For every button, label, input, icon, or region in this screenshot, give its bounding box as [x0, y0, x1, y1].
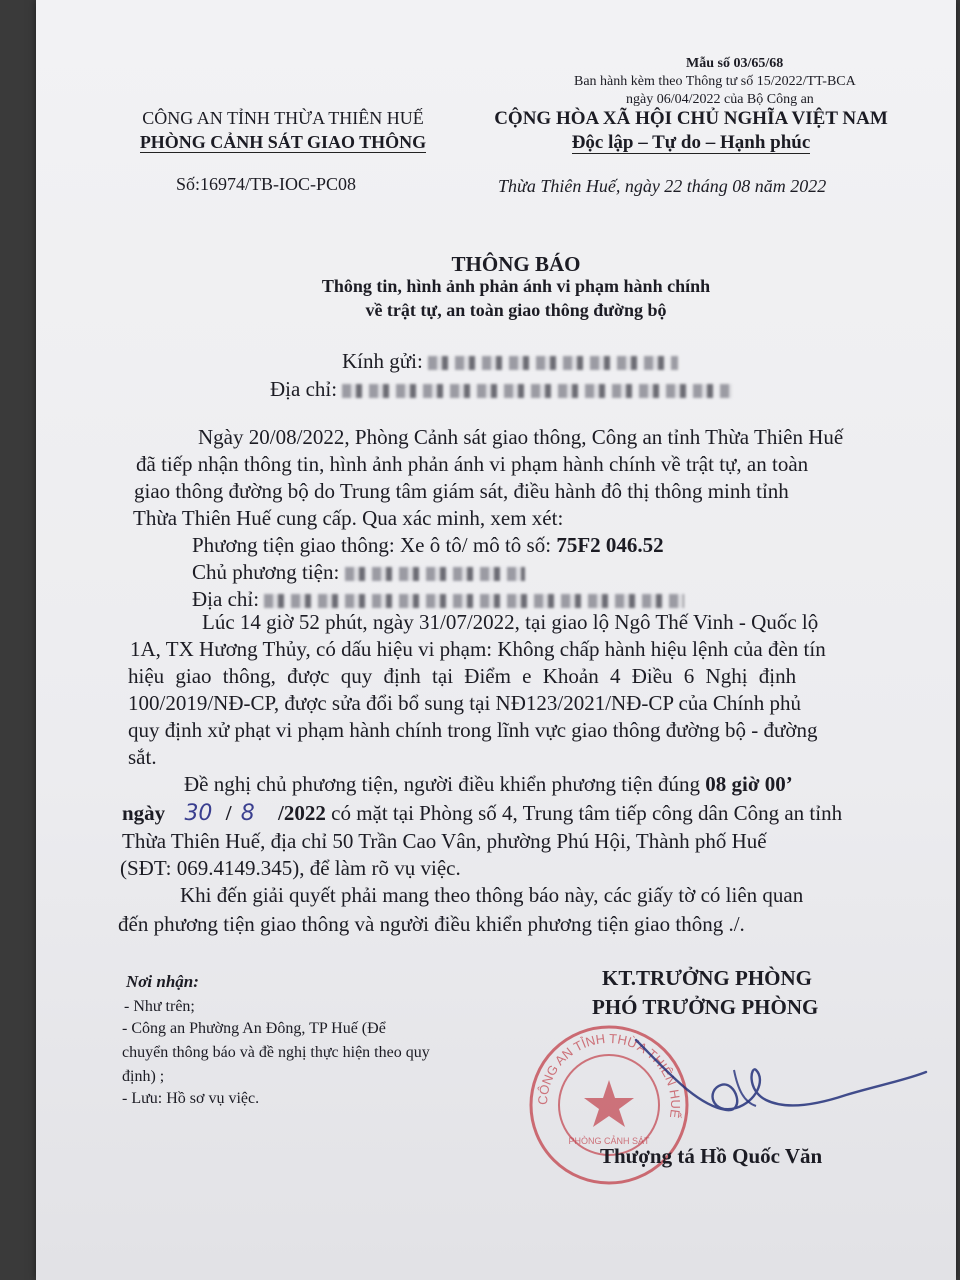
p2-line1: Lúc 14 giờ 52 phút, ngày 31/07/2022, tại giao lộ Ngô Thế Vinh - Quốc lộ	[202, 610, 819, 634]
appointment-day-label: ngày	[122, 801, 166, 825]
motto-text: Độc lập – Tự do – Hạnh phúc	[571, 132, 811, 153]
appointment-year: /2022	[278, 801, 326, 825]
document-page	[36, 0, 956, 1280]
appointment-day: 30	[184, 801, 213, 826]
p2-line4: 100/2019/NĐ-CP, được sửa đổi bổ sung tại NĐ123/2021/NĐ-CP của Chính phủ	[128, 691, 801, 715]
notice-title: THÔNG BÁO	[451, 252, 581, 276]
p2-line5: quy định xử phạt vi phạm hành chính trong lĩnh vực giao thông đường bộ - đường	[128, 718, 818, 742]
recipient-to-label: Kính gửi:	[342, 349, 423, 373]
recipient-item1: - Như trên;	[124, 998, 195, 1015]
p3-line1	[184, 771, 793, 798]
notice-subtitle-line2: về trật tự, an toàn giao thông đường bộ	[365, 300, 667, 320]
form-issued-line1: Ban hành kèm theo Thông tư số 15/2022/TT-BCA	[574, 74, 856, 89]
p1-line2: đã tiếp nhận thông tin, hình ảnh phản ánh vi phạm hành chính về trật tự, an toàn	[136, 452, 809, 476]
owner-line	[192, 559, 525, 586]
p4-line1: Khi đến giải quyết phải mang theo thông báo này, các giấy tờ có liên quan	[180, 883, 804, 907]
seal-inner-text: PHÒNG CẢNH SÁT	[568, 1136, 650, 1146]
signer-name: Thượng tá Hồ Quốc Văn	[600, 1144, 823, 1168]
form-issued-line2: ngày 06/04/2022 của Bộ Công an	[626, 92, 814, 107]
p4-line2: đến phương tiện giao thông và người điều khiển phương tiện giao thông ./.	[118, 912, 745, 936]
redacted-owner	[345, 567, 525, 581]
p2-line6: sắt.	[128, 745, 157, 769]
p3-line2-rest: có mặt tại Phòng số 4, Trung tâm tiếp công dân Công an tỉnh	[331, 801, 843, 825]
nation-name: CỘNG HÒA XÃ HỘI CHỦ NGHĨA VIỆT NAM	[494, 108, 888, 129]
p1-line3: giao thông đường bộ do Trung tâm giám sát, điều hành đô thị thông minh tỉnh	[134, 479, 789, 503]
vehicle-line	[192, 532, 664, 559]
appointment-month: 8	[240, 801, 255, 826]
p3-line4: (SĐT: 069.4149.345), để làm rõ vụ việc.	[120, 856, 461, 880]
signer-title1: KT.TRƯỞNG PHÒNG	[602, 966, 812, 990]
date-separator: /	[225, 801, 232, 825]
signer-title2: PHÓ TRƯỞNG PHÒNG	[592, 995, 819, 1019]
handwritten-signature	[616, 1010, 946, 1130]
motto	[456, 132, 926, 154]
seal-ring-text: CÔNG AN TỈNH THỪA THIÊN HUẾ	[534, 1030, 684, 1120]
recipient-item3: - Lưu: Hồ sơ vụ việc.	[122, 1090, 260, 1107]
recipient-item2-l3: định) ;	[122, 1068, 165, 1085]
form-code: Mẫu số 03/65/68	[686, 56, 784, 71]
owner-label: Chủ phương tiện:	[192, 560, 340, 584]
recipient-item2-l1: - Công an Phường An Đông, TP Huế (Để	[122, 1020, 386, 1037]
vehicle-plate: 75F2 046.52	[556, 533, 664, 557]
redacted-owner-address	[264, 594, 684, 608]
p2-line2: 1A, TX Hương Thủy, có dấu hiệu vi phạm: Không chấp hành hiệu lệnh của đèn tín	[130, 637, 826, 661]
recipient-address-label: Địa chỉ:	[270, 377, 338, 401]
place-date: Thừa Thiên Huế, ngày 22 tháng 08 năm 2022	[498, 176, 827, 196]
recipient-item2-l2: chuyển thông báo và đề nghị thực hiện theo quy	[122, 1044, 430, 1061]
p1-line1: Ngày 20/08/2022, Phòng Cảnh sát giao thông, Công an tỉnh Thừa Thiên Huế	[198, 425, 844, 449]
p3-text: Đề nghị chủ phương tiện, người điều khiển phương tiện đúng	[184, 772, 700, 796]
appointment-time: 08 giờ 00’	[705, 772, 793, 796]
p3-line3: Thừa Thiên Huế, địa chỉ 50 Trần Cao Vân, phường Phú Hội, Thành phố Huế	[122, 829, 767, 853]
redacted-recipient	[428, 356, 678, 370]
p2-line3: hiệu giao thông, được quy định tại Điểm e Khoản 4 Điều 6 Nghị định	[128, 664, 797, 688]
p3-line2	[122, 800, 842, 827]
recipient-address	[270, 376, 732, 403]
agency-name: CÔNG AN TỈNH THỪA THIÊN HUẾ	[142, 108, 424, 128]
p1-line4: Thừa Thiên Huế cung cấp. Qua xác minh, xem xét:	[133, 506, 564, 530]
department-name-text: PHÒNG CẢNH SÁT GIAO THÔNG	[139, 132, 427, 152]
notice-subtitle-line1: Thông tin, hình ảnh phản ánh vi phạm hành chính	[321, 276, 711, 296]
vehicle-label: Phương tiện giao thông: Xe ô tô/ mô tô số:	[192, 533, 552, 557]
recipient-to	[342, 348, 678, 375]
department-name	[118, 132, 448, 153]
redacted-address	[342, 384, 732, 398]
document-number: Số:16974/TB-IOC-PC08	[176, 174, 357, 194]
owner-address-label: Địa chỉ:	[192, 587, 260, 611]
recipients-heading: Nơi nhận:	[126, 972, 199, 991]
